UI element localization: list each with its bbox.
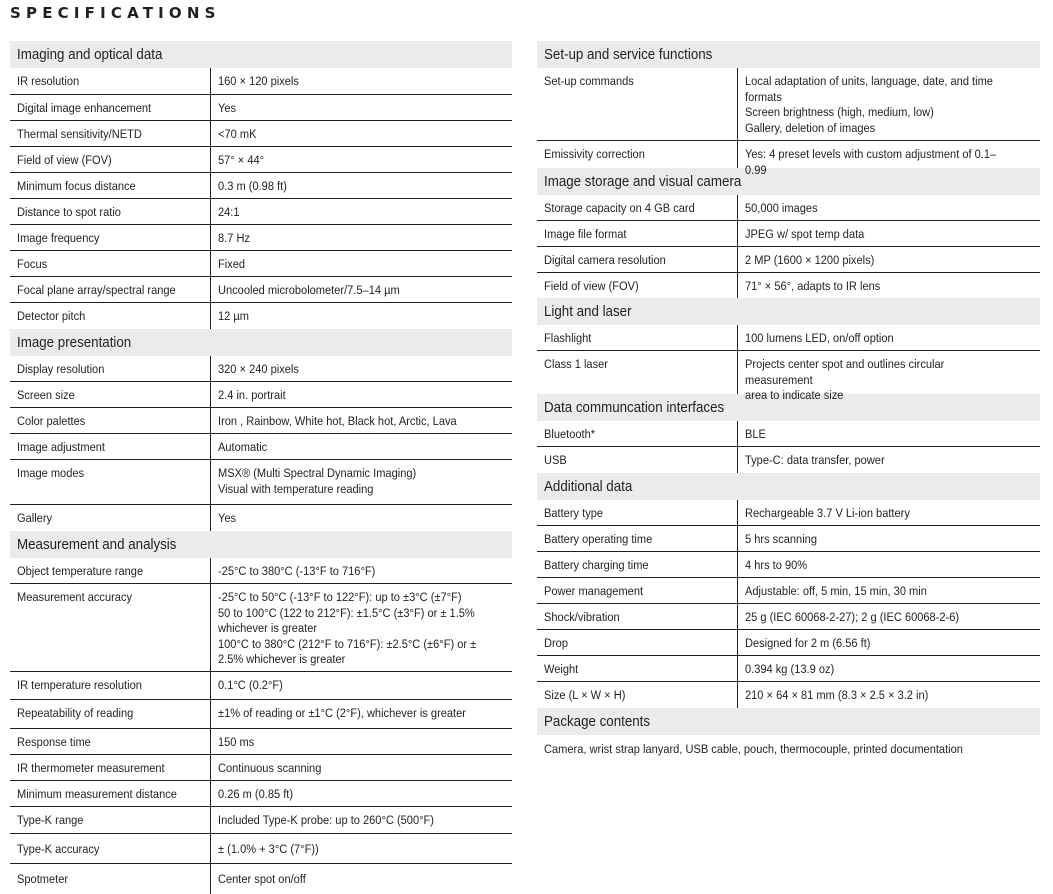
spec-value: Yes: 4 preset levels with custom adjustment of 0.1–0.99 [745,147,997,177]
section-heading-additional: Additional data [537,473,1040,500]
spec-label: Digital camera resolution [537,247,738,272]
spec-label: Image frequency [10,225,211,250]
spec-row [10,584,512,672]
spec-label: Size (L × W × H) [537,682,738,708]
spec-row [10,408,512,434]
section-heading-image-storage: Image storage and visual camera [537,168,1040,195]
spec-label: Power management [537,578,738,603]
spec-label: Weight [537,656,738,681]
spec-value: Yes [218,101,237,115]
spec-value: MSX® (Multi Spectral Dynamic Imaging) Visual with temperature reading [218,466,417,496]
spec-value: 100 lumens LED, on/off option [745,331,894,345]
spec-value: 0.1°C (0.2°F) [218,678,283,692]
spec-row [10,199,512,225]
section-heading-setup: Set-up and service functions [537,41,1040,68]
section-heading-data-interfaces: Data communcation interfaces [537,394,1040,421]
spec-row [537,141,1040,177]
spec-label: Field of view (FOV) [10,147,211,172]
section-heading-imaging: Imaging and optical data [10,41,512,68]
spec-label: Color palettes [10,408,211,433]
spec-row [10,807,512,834]
spec-value: Adjustable: off, 5 min, 15 min, 30 min [745,584,927,598]
spec-row [537,221,1040,247]
spec-row [10,147,512,173]
spec-label: Measurement accuracy [10,584,211,671]
spec-row [537,325,1040,351]
page-title: SPECIFICATIONS [10,4,221,22]
spec-label: Thermal sensitivity/NETD [10,121,211,146]
spec-row [10,729,512,755]
spec-value: Automatic [218,440,268,454]
spec-label: Battery operating time [537,526,738,551]
spec-value: 71° × 56°, adapts to IR lens [745,279,881,293]
spec-row [537,604,1040,630]
spec-value: 50,000 images [745,201,818,215]
spec-row [10,277,512,303]
spec-label: Flashlight [537,325,738,350]
spec-row [537,447,1040,473]
spec-label: Battery type [537,500,738,525]
spec-row [537,682,1040,708]
spec-label: Image adjustment [10,434,211,459]
spec-row [10,834,512,864]
spec-value: Local adaptation of units, language, date, and time formats Screen brightness (high, medium, low) Gallery, deletion of images [745,74,993,135]
spec-row [537,630,1040,656]
spec-label: Gallery [10,505,211,531]
spec-row [537,273,1040,298]
spec-value: Yes [218,511,237,525]
spec-value: Iron , Rainbow, White hot, Black hot, Arctic, Lava [218,414,457,428]
spec-row [10,558,512,584]
spec-value: Fixed [218,257,246,271]
spec-label: Type-K accuracy [10,834,211,863]
spec-value: JPEG w/ spot temp data [745,227,865,241]
spec-row [10,700,512,729]
spec-value: Rechargeable 3.7 V Li-ion battery [745,506,910,520]
spec-value: 0.394 kg (13.9 oz) [745,662,835,676]
spec-row [537,421,1040,447]
spec-label: Digital image enhancement [10,95,211,120]
spec-row [537,526,1040,552]
spec-label: Set-up commands [537,68,738,140]
spec-row [537,500,1040,526]
spec-row [10,251,512,277]
spec-label: IR resolution [10,68,211,94]
spec-value: -25°C to 50°C (-13°F to 122°F): up to ±3°C (±7°F) 50 to 100°C (122 to 212°F): ±1.5°C (±3°F) or ± 1.5% whichever is greater 100°C to 380°C (212°F to 716°F): ±2.5°C (±6°F) or ± 2.5% whichever is greater [218,590,477,666]
spec-label: Image modes [10,460,211,504]
spec-value: Uncooled microbolometer/7.5–14 µm [218,283,400,297]
spec-value: <70 mK [218,127,257,141]
spec-value: 320 × 240 pixels [218,362,299,376]
spec-value: BLE [745,427,766,441]
spec-label: Screen size [10,382,211,407]
spec-value: Center spot on/off [218,872,306,886]
spec-row [10,755,512,781]
spec-value: 2 MP (1600 × 1200 pixels) [745,253,875,267]
section-heading-package: Package contents [537,708,1040,735]
section-heading-image-presentation: Image presentation [10,329,512,356]
spec-value: Type-C: data transfer, power [745,453,885,467]
spec-row [10,121,512,147]
spec-label: Bluetooth* [537,421,738,446]
spec-row [10,95,512,121]
section-heading-light-laser: Light and laser [537,298,1040,325]
spec-label: Spotmeter [10,864,211,894]
spec-label: IR temperature resolution [10,672,211,699]
spec-row [10,382,512,408]
spec-row [537,247,1040,273]
spec-row [10,781,512,807]
spec-value: 2.4 in. portrait [218,388,286,402]
spec-value: ±1% of reading or ±1°C (2°F), whichever is greater [218,706,466,720]
spec-label: Class 1 laser [537,351,738,394]
spec-value: 12 µm [218,309,249,323]
spec-value: Designed for 2 m (6.56 ft) [745,636,871,650]
spec-row [10,225,512,251]
spec-label: Minimum focus distance [10,173,211,198]
spec-row [10,864,512,894]
spec-label: Display resolution [10,356,211,381]
spec-label: Focus [10,251,211,276]
spec-value: 210 × 64 × 81 mm (8.3 × 2.5 × 3.2 in) [745,688,929,702]
right-spec-column [537,41,1040,756]
left-spec-column [10,41,512,894]
section-heading-measurement: Measurement and analysis [10,531,512,558]
spec-value: 150 ms [218,735,255,749]
spec-row [10,505,512,531]
spec-value: 4 hrs to 90% [745,558,808,572]
spec-row [10,303,512,329]
spec-value: ± (1.0% + 3°C (7°F)) [218,842,319,856]
spec-label: Focal plane array/spectral range [10,277,211,302]
spec-row [537,552,1040,578]
spec-value: Included Type-K probe: up to 260°C (500°F) [218,813,434,827]
spec-row [10,434,512,460]
spec-value: 0.26 m (0.85 ft) [218,787,294,801]
package-contents-text: Camera, wrist strap lanyard, USB cable, pouch, thermocouple, printed documentation [544,742,963,756]
spec-label: Type-K range [10,807,211,833]
spec-row [10,460,512,505]
spec-label: Battery charging time [537,552,738,577]
spec-value: 57° × 44° [218,153,265,167]
spec-row [10,672,512,700]
spec-value: 24:1 [218,205,240,219]
spec-row [537,578,1040,604]
spec-row [10,173,512,199]
spec-label: Minimum measurement distance [10,781,211,806]
spec-row [10,68,512,95]
spec-label: Detector pitch [10,303,211,329]
spec-label: Drop [537,630,738,655]
spec-label: Response time [10,729,211,754]
spec-value: -25°C to 380°C (-13°F to 716°F) [218,564,376,578]
spec-label: Field of view (FOV) [537,273,738,298]
spec-value: 5 hrs scanning [745,532,817,546]
spec-label: IR thermometer measurement [10,755,211,780]
spec-value: 25 g (IEC 60068-2-27); 2 g (IEC 60068-2-6) [745,610,960,624]
spec-row [537,656,1040,682]
spec-row [10,356,512,382]
spec-row [537,68,1040,141]
spec-label: Storage capacity on 4 GB card [537,195,738,220]
spec-value: Continuous scanning [218,761,322,775]
spec-label: Object temperature range [10,558,211,583]
spec-label: Repeatability of reading [10,700,211,728]
spec-label: USB [537,447,738,473]
spec-row [537,195,1040,221]
spec-label: Image file format [537,221,738,246]
spec-value: 160 × 120 pixels [218,74,299,88]
spec-row [537,351,1040,402]
spec-label: Shock/vibration [537,604,738,629]
spec-label: Distance to spot ratio [10,199,211,224]
spec-value: 0.3 m (0.98 ft) [218,179,287,193]
spec-label: Emissivity correction [537,141,738,168]
spec-value: Projects center spot and outlines circular measurement area to indicate size [745,357,945,402]
spec-value: 8.7 Hz [218,231,250,245]
